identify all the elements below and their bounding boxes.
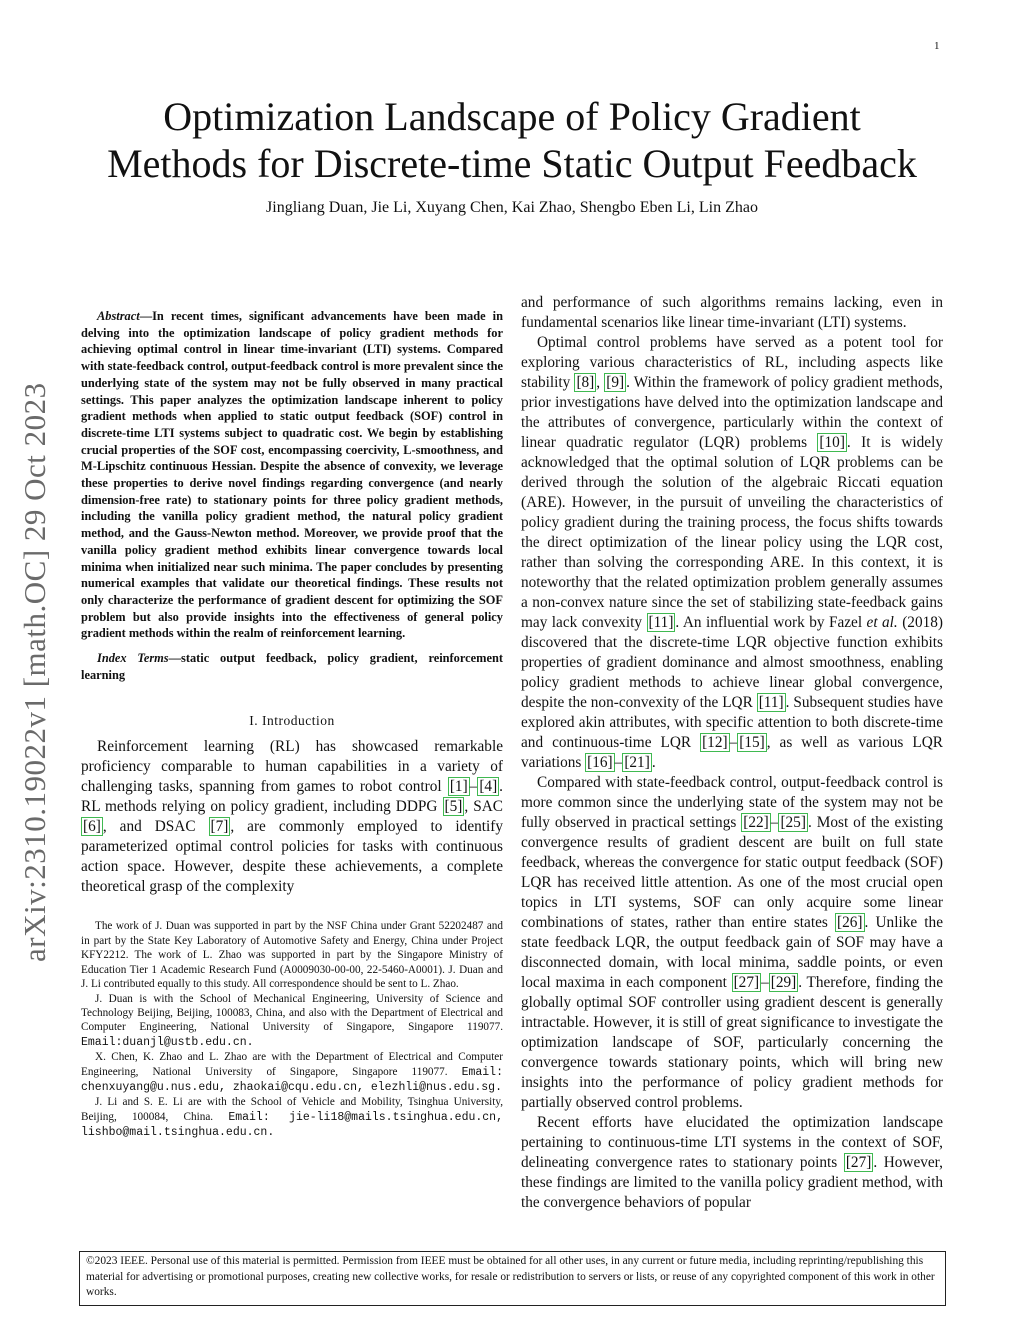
citation-link[interactable]: [27] [733,974,760,991]
author-list: Jingliang Duan, Jie Li, Xuyang Chen, Kai Zhao, Shengbo Eben Li, Lin Zhao [266,199,758,216]
text-run: . Subsequent studies have explored akin attributes, with specific attention to both discrete-time and continuous-time LQR [521,694,943,751]
text-run: , and DSAC [102,818,209,836]
text-run: . An influential work by Fazel [675,614,867,631]
text-run: – [761,974,769,991]
citation-link[interactable]: [4] [479,778,498,796]
text-run: – [469,778,478,796]
title-line-2: Methods for Discrete-time Static Output Feedback [107,141,917,186]
text-run: . However, these findings are limited to the vanilla policy gradient method, with the convergence behaviors of popular [521,1154,943,1211]
text-run: . It is widely acknowledged that the optimal solution of LQR problems can be derived through the solution of the algebraic Riccati equation (ARE). However, in the pursuit of unveiling the characteristics of policy gradient during the training process, the focus shifts towards the direct optimization of the linear policy using the LQR cost, rather than solving the corresponding ARE. In this context, it is noteworthy that the related optimization problem generally assumes a non-convex nature since the set of stabilizing state-feedback gains may lack convexity [521,434,943,631]
citation-link[interactable]: [7] [210,818,229,836]
section-heading-introduction: I. Introduction [249,713,335,729]
citation-link[interactable]: [11] [648,614,674,631]
right-paragraph-3 [521,773,943,1113]
text-run: . [651,754,656,771]
text-run: , as well as various LQR variations [521,734,943,771]
citation-link[interactable]: [1] [449,778,468,796]
citation-link[interactable]: [5] [444,798,463,816]
right-paragraph-4 [521,1113,943,1213]
email-link[interactable]: Email:duanjl@ustb.edu.cn. [81,1035,254,1049]
text-run: (2018) discovered that the discrete-time LQR objective function exhibits properties of gradient dominance and almost smoothness, enabling policy gradient methods to achieve linear global convergence, despite the non-convexity of the LQR [521,614,943,711]
index-terms-label: Index Terms [97,651,169,666]
citation-link[interactable]: [26] [837,914,863,931]
arxiv-stamp: arXiv:2310.19022v1 [math.OC] 29 Oct 2023 [17,382,52,962]
citation-link[interactable]: [27] [845,1154,872,1171]
footnote-affiliation-chen-zhao [81,1050,503,1095]
abstract-text: —In recent times, significant advancements have been made in delving into the optimization landscape of policy gradient methods for achieving optimal control in linear time-invariant (LTI) systems. Compared with state-feedback control, output-feedback control is more prevalent since the underlying state of the system may not be fully observed in many practical settings. This paper analyzes the optimization landscape inherent to policy gradient methods when applied to static output feedback (SOF) control in discrete-time LTI systems subject to quadratic cost. We begin by establishing crucial properties of the SOF cost, encompassing coercivity, L-smoothness, and M-Lipschitz continuous Hessian. Despite the absence of convexity, we leverage these properties to derive novel findings regarding convergence (and nearly dimension-free rate) to stationary points for three policy gradient methods, including the vanilla policy gradient method, the natural policy gradient method, and the Gauss-Newton method. Moreover, we provide proof that the vanilla policy gradient method exhibits linear convergence towards local minima when initialized near such minima. The paper concludes by presenting numerical examples that validate our theoretical findings. These results not only characterize the performance of gradient descent for optimizing the SOF problem but also provide insights into the effectiveness of general policy gradient methods within the realm of reinforcement learning. [81,309,503,641]
index-terms-text: —static output feedback, policy gradient, reinforcement learning [81,651,503,682]
text-run: . RL methods relying on policy gradient, including DDPG [81,778,503,816]
footnote-text: J. Duan is with the School of Mechanical Engineering, University of Science and Technology Beijing, Beijing, 100083, China, and also with the Department of Electrical and Computer Engineering, National University of Singapore, Singapore 119077. [81,992,503,1034]
email-link[interactable]: Email: chenxuyang@u.nus.edu, zhaokai@cqu.edu.cn, elezhli@nus.edu.sg. [81,1065,503,1094]
citation-link[interactable]: [12] [702,734,728,751]
citation-link[interactable]: [10] [819,434,845,451]
citation-link[interactable]: [15] [739,734,765,751]
intro-paragraph-1 [81,737,503,897]
email-link[interactable]: Email: jie-li18@mails.tsinghua.edu.cn, lishbo@mail.tsinghua.edu.cn. [81,1110,503,1140]
footnote-affiliation-duan [81,992,503,1051]
citation-link[interactable]: [8] [576,374,595,391]
text-run: Compared with state-feedback control, output-feedback control is more common since the underlying state of the system may not be fully observed in practical settings [521,774,943,831]
citation-link[interactable]: [6] [83,818,101,836]
citation-link[interactable]: [16] [587,754,613,771]
text-run: , [596,374,605,391]
abstract-label: Abstract [97,309,140,323]
text-run: , are commonly employed to identify parameterized optimal control policies for tasks with continuous action space. However, despite these achievements, a complete theoretical grasp of the complexity [81,818,503,896]
text-run: , SAC [464,798,503,816]
right-paragraph-1: and performance of such algorithms remains lacking, even in fundamental scenarios like linear time-invariant (LTI) systems. [521,294,943,331]
citation-link[interactable]: [9] [606,374,625,391]
copyright-notice: ©2023 IEEE. Personal use of this material is permitted. Permission from IEEE must be obtained for all other uses, in any current or future media, including reprinting/republishing this material for advertising or promotional purposes, creating new collective works, for resale or redistribution to servers or lists, or reuse of any copyrighted component of this work in other works. [79,1251,946,1306]
right-column [521,293,943,1250]
text-run: et al. [866,614,898,631]
citation-link[interactable]: [21] [624,754,650,771]
text-run: . Most of the existing convergence results of gradient descent are built on full state feedback, whereas the convergence for static output feedback (SOF) LQR has received little attention. As one of the most crucial open topics in LTI systems, SOF can only acquire some linear combinations of states, rather than entire states [521,814,943,931]
title-line-1: Optimization Landscape of Policy Gradient [163,94,861,139]
text-run: . Unlike the state feedback LQR, the output feedback gain of SOF may have a disconnected domain, with local minima, saddle points, or even local maxima in each component [521,914,943,991]
text-run: . Within the framework of policy gradient methods, prior investigations have delved into the optimization landscape and the attributes of convergence, particularly within the context of linear quadratic regulator (LQR) problems [521,374,943,451]
footnote-funding: The work of J. Duan was supported in part by the NSF China under Grant 52202487 and in part by the State Key Laboratory of Automotive Safety and Energy, China under Project KFY2212. The work of L. Zhao was supported in part by the Singapore Ministry of Education Tier 1 Academic Research Fund (A0009030-00-00, 22-5460-A0001). J. Duan and J. Li contributed equally to this study. All correspondence should be sent to L. Zhao. [81,920,503,991]
abstract [81,308,503,642]
text-run: – [729,734,738,751]
citation-link[interactable]: [11] [758,694,784,711]
footnote-affiliation-li [81,1095,503,1140]
footnotes [81,919,503,1140]
citation-link[interactable]: [25] [780,814,806,831]
left-column [81,308,503,1141]
text-run: – [614,754,623,771]
citation-link[interactable]: [29] [770,974,797,991]
text-run: – [770,814,779,831]
paper-title [60,93,964,187]
text-run: Reinforcement learning (RL) has showcased remarkable proficiency comparable to human capabilities in a variety of challenging tasks, spanning from games to robot control [81,738,503,796]
index-terms [81,650,503,683]
text-run: . Therefore, finding the globally optimal SOF controller using gradient descent is generally intractable. However, it is still of great significance to investigate the optimization landscape of SOF, particularly concerning the convergence towards stationary points, which will bring new insights into the performance of policy gradient methods for partially observed control problems. [521,974,943,1111]
right-paragraph-2 [521,333,943,773]
footnote-text: J. Li and S. E. Li are with the School of Vehicle and Mobility, Tsinghua University, Beijing, 100084, China. [81,1096,503,1123]
text-run: Recent efforts have elucidated the optimization landscape pertaining to continuous-time LTI systems in the context of SOF, delineating convergence rates to stationary points [521,1114,943,1171]
page-number: 1 [934,40,940,52]
text-run: Optimal control problems have served as a potent tool for exploring various characteristics of RL, including aspects like stability [521,334,943,391]
citation-link[interactable]: [22] [743,814,769,831]
footnote-text: X. Chen, K. Zhao and L. Zhao are with the Department of Electrical and Computer Engineering, National University of Singapore, Singapore 119077. [81,1051,503,1078]
